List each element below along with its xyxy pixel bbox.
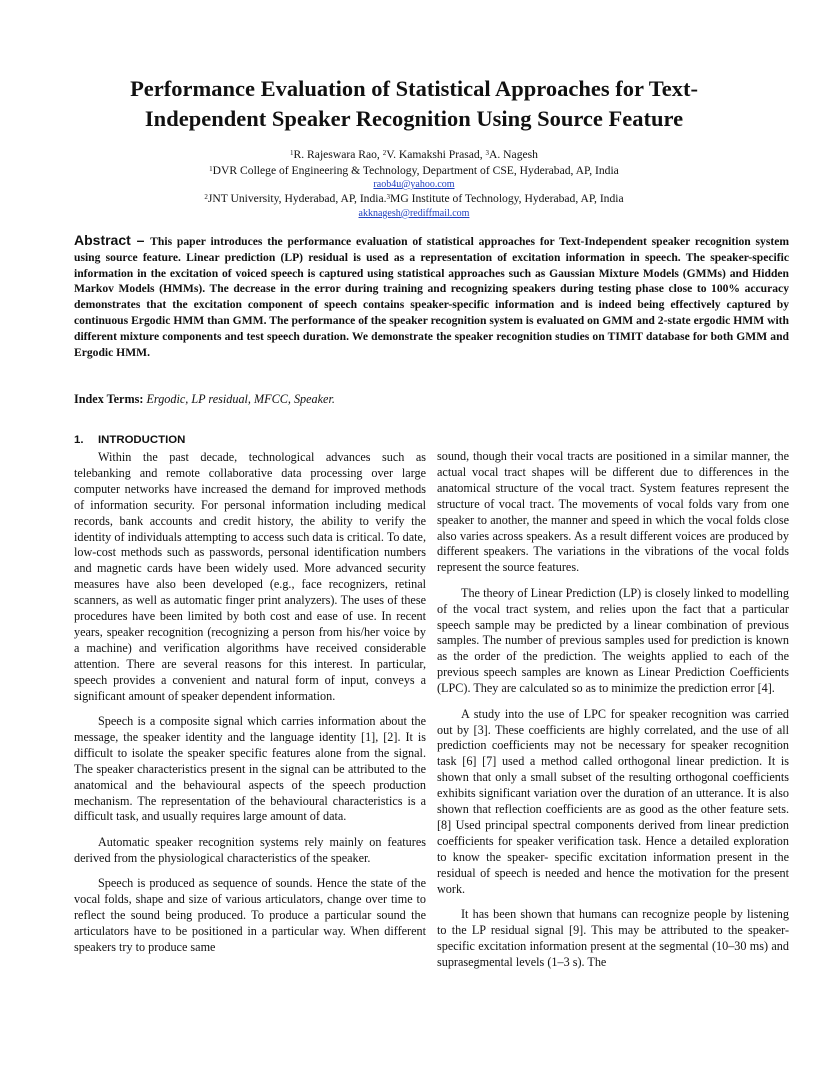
index-terms bbox=[74, 391, 789, 407]
author-name: R. Rajeswara Rao, bbox=[293, 148, 383, 161]
affiliation-marker: 2 bbox=[382, 149, 387, 157]
abstract-heading: Abstract – bbox=[74, 232, 151, 248]
author-name: V. Kamakshi Prasad, bbox=[386, 148, 486, 161]
affiliation-1 bbox=[120, 163, 708, 179]
affiliation-text: DVR College of Engineering & Technology, Department of CSE, Hyderabad, AP, India bbox=[212, 163, 619, 177]
affiliation-marker: 3 bbox=[485, 149, 490, 157]
email-link-1[interactable]: raob4u@yahoo.com bbox=[373, 179, 455, 190]
paragraph: Speech is a composite signal which carries information about the message, the speaker identity and the language identity [1], [2]. It is difficult to isolate the speaker specific features alone from the signal. The speaker characteristics present in the signal can be attributed to the anatomical and the behavioural aspects of the speech production mechanism. The representation of the behavioural characteristics is a difficult task, and usually requires large amount of data. bbox=[74, 714, 426, 824]
paragraph: sound, though their vocal tracts are positioned in a similar manner, the actual vocal tract shapes will be different due to differences in the anatomical structure of the vocal tract. System features represent the structure of vocal tract. The movements of vocal folds vary from one speaker to another, the manner and speed in which the vocal folds close also varies across speakers. As a result different voices are produced by different speakers. The variations in the vibrations of the vocal folds represent the source features. bbox=[437, 449, 789, 575]
paragraph: Automatic speaker recognition systems rely mainly on features derived from the physiological characteristics of the speaker. bbox=[74, 834, 426, 865]
affiliation-2 bbox=[120, 191, 708, 207]
paragraph: Within the past decade, technological advances such as telebanking and remote collaborative data processing over large computer networks have increased the demand for improved methods of information security. For personal information including medical records, bank accounts and credit history, the ability to verify the identity of individuals attempting to access such data is critical. To date, low-cost methods such as passwords, personal identification numbers and magnetic cards have been widely used. More advanced security measures have also been developed (e.g., face recognizers, retinal scanners, as well as automatic finger print analyzers). The uses of these procedures have been limited by both cost and ease of use. In recent years, speaker recognition (recognizing a person from his/her voice by a machine) and verification algorithms have received considerable attention. There are several reasons for this interest. In particular, speech provides a convenient and natural form of input, conveys a significant amount of speaker dependent information. bbox=[74, 450, 426, 703]
affiliation-marker: 3 bbox=[386, 193, 391, 201]
left-column bbox=[74, 433, 426, 965]
affiliation-marker: 1 bbox=[290, 149, 294, 157]
index-terms-list: Ergodic, LP residual, MFCC, Speaker. bbox=[146, 392, 335, 406]
paragraph: The theory of Linear Prediction (LP) is closely linked to modelling of the vocal tract system, and relies upon the fact that a particular speech sample may be predicted by a linear combination of previous samples. The number of previous samples used for prediction is known as the order of the prediction. The weights applied to each of the previous speech samples are known as Linear Prediction Coefficients (LPC). They are calculated so as to minimize the prediction error [4]. bbox=[437, 585, 789, 696]
affiliation-marker: 1 bbox=[209, 164, 213, 173]
author-name: A. Nagesh bbox=[489, 148, 538, 161]
author-block bbox=[120, 147, 708, 220]
author-names bbox=[120, 147, 708, 163]
section-heading bbox=[74, 433, 426, 447]
section-number: 1. bbox=[74, 434, 84, 446]
index-terms-label: Index Terms: bbox=[74, 392, 147, 406]
abstract-text: This paper introduces the performance evaluation of statistical approaches for Text-Independent speaker recognition system using source feature. Linear prediction (LP) residual is used as a representation of excitation information in speech. The speaker-specific information in the excitation of voiced speech is captured using statistical approaches such as Gaussian Mixture Models (GMMs) and Hidden Markov Models (HMMs). The decrease in the error during training and recognizing speakers during testing phase close to 100% accuracy demonstrates that the excitation component of speech contains speaker-specific information and is indeed being effectively captured by continuous Ergodic HMM than GMM. The performance of the speaker recognition system is evaluated on GMM and 2-state ergodic HMM with different mixture components and test speech duration. We demonstrate the speaker recognition studies on TIMIT database for both GMM and Ergodic HMM. bbox=[74, 235, 790, 359]
affiliation-text: JNT University, Hyderabad, AP, India. bbox=[207, 192, 387, 205]
affiliation-text: MG Institute of Technology, Hyderabad, AP, India bbox=[390, 192, 624, 205]
section-title: INTRODUCTION bbox=[98, 434, 186, 446]
paragraph: It has been shown that humans can recognize people by listening to the LP residual signal [9]. This may be attributed to the speaker-specific excitation information present at the segmental (10–30 ms) and suprasegmental levels (1–3 s). The bbox=[437, 906, 789, 969]
paragraph: Speech is produced as sequence of sounds. Hence the state of the vocal folds, shape and size of various articulators, change over time to reflect the sound being produced. To produce a particular sound the articulators have to be positioned in a particular way. When different speakers try to produce same bbox=[74, 876, 426, 954]
affiliation-marker: 2 bbox=[204, 193, 208, 201]
abstract bbox=[74, 233, 789, 360]
paper-title: Performance Evaluation of Statistical Approaches for Text-Independent Speaker Recognition Using Source Feature bbox=[130, 76, 698, 131]
email-link-2[interactable]: akknagesh@rediffmail.com bbox=[358, 207, 470, 219]
right-column bbox=[437, 449, 789, 980]
paragraph: A study into the use of LPC for speaker recognition was carried out by [3]. These coefficients are highly correlated, and the use of all prediction coefficients may not be necessary for speaker recognition task [6] [7] used a method called orthogonal linear prediction. It is shown that only a small subset of the resulting orthogonal coefficients exhibits significant variation over the duration of an utterance. It is also shown that reflection coefficients are as good as the other feature sets. [8] Used principal spectral components derived from linear prediction coefficients for speaker verification task. Hence a detailed exploration to know the speaker- specific excitation information present in the residual of speech is needed and hence the motivation for the present work. bbox=[437, 706, 789, 896]
